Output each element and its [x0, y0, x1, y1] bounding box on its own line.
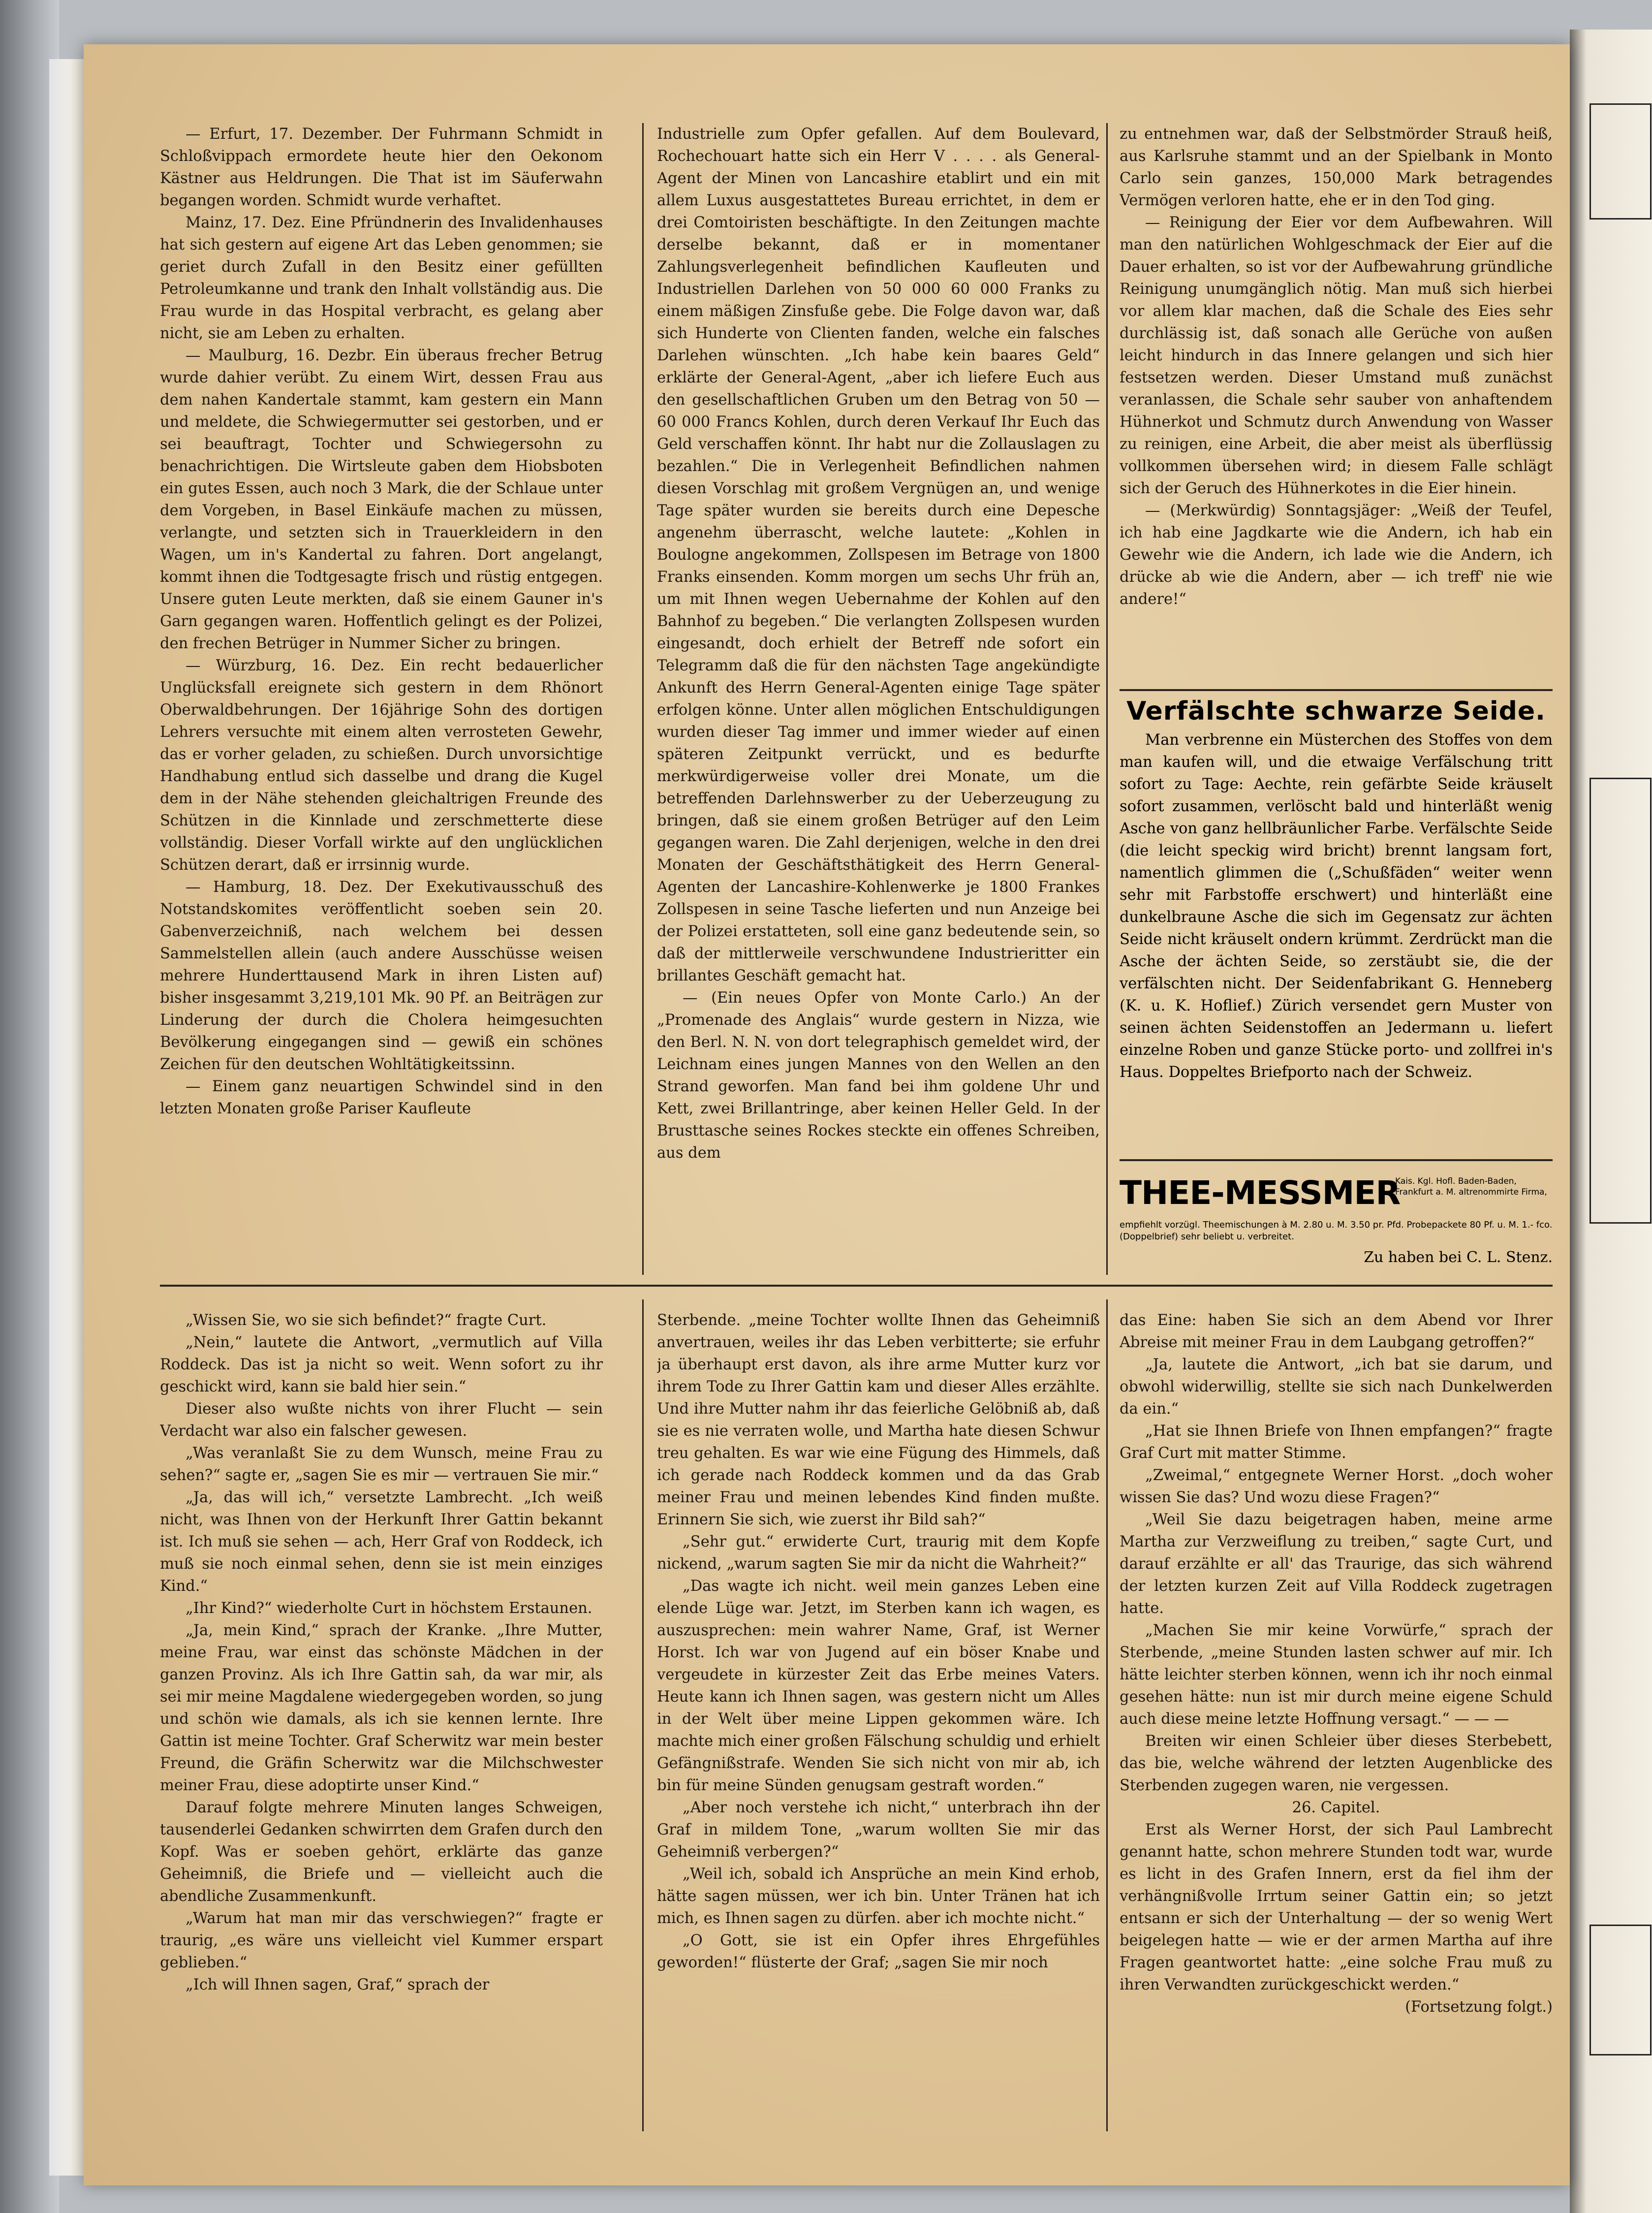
column-rule-1: [642, 123, 644, 1275]
novel-paragraph: Breiten wir einen Schleier über dieses Sterbebett, das bie, welche während der letzten Augenblicke des Sterbenden zugegen waren, nie vergessen.: [1120, 1733, 1553, 1794]
novel-paragraph: „O Gott, sie ist ein Opfer ihres Ehrgefühles geworden!“ flüsterte der Graf; „sagen Sie mir noch: [657, 1932, 1100, 1971]
novel-paragraph: „Weil ich, sobald ich Ansprüche an mein Kind erhob, hätte sagen müssen, wer ich bin. Unter Tränen hat ich mich, es Ihnen sagen zu dürfen. aber ich mochte nicht.“: [657, 1865, 1100, 1927]
novel-paragraph: „Sehr gut.“ erwiderte Curt, traurig mit dem Kopfe nickend, „warum sagten Sie mir da nicht die Wahrheit?“: [657, 1533, 1100, 1573]
novel-paragraph: „Zweimal,“ entgegnete Werner Horst. „doch woher wissen Sie das? Und wozu diese Fragen?“: [1120, 1467, 1553, 1506]
novel-paragraph: „Ja, lautete die Antwort, „ich bat sie darum, und obwohl widerwillig, stellte sie sich nach Dunkelwerden da ein.“: [1120, 1356, 1553, 1418]
news-item-wuerzburg: — Würzburg, 16. Dez. Ein recht bedauerlicher Unglücksfall ereignete sich gestern in dem Rhönort Oberwaldbehrungen. Der 16jährige Sohn des dortigen Lehrers versuchte mit einem alten verrosteten Gewehr, das er vorher geladen, zu schießen. Durch unvorsichtige Handhabung entlud sich dasselbe und drang die Kugel dem in der Nähe stehenden gleichaltrigen Freunde des Schützen in die Kinnlade und zerschmetterte diese vollständig. Dieser Vorfall wirkte auf den unglücklichen Schützen derart, daß er irrsinnig wurde.: [160, 657, 603, 874]
column-rule-4: [1106, 1299, 1108, 2131]
novel-paragraph: „Aber noch verstehe ich nicht,“ unterbrach ihn der Graf in mildem Tone, „warum wollten Sie mir das Geheimniß verbergen?“: [657, 1799, 1100, 1861]
news-item-paris-cont: Industrielle zum Opfer gefallen. Auf dem Boulevard, Rochechouart hatte sich ein Herr V . . . . als General-Agent der Minen von Lancashire etablirt und ein mit allem Luxus ausgestattetes Bureau errichtet, in dem er drei Comtoiristen beschäftigte. In den Zeitungen machte derselbe bekannt, daß er in momentaner Zahlungsverlegenheit befindlichen Kaufleuten und Industriellen Darlehen von 50 000 60 000 Franks zu einem mäßigen Zinsfuße gebe. Die Folge davon war, daß sich Hunderte von Clienten fanden, welche ein falsches Darlehen wünschten. „Ich habe kein baares Geld“ erklärte der General-Agent, „aber ich liefere Euch aus den gesellschaftlichen Gruben um den Betrag von 50 — 60 000 Francs Kohlen, durch deren Verkauf Ihr Euch das Geld verschaffen könnt. Ihr habt nur die Zollauslagen zu bezahlen.“ Die in Verlegenheit Befindlichen nahmen diesen Vorschlag mit großem Vergnügen an, und wenige Tage später wurden sie bereits durch eine Depesche angenehm überrascht, welche lautete: „Kohlen in Boulogne angekommen, Zollspesen im Betrage von 1800 Franks einsenden. Komm morgen um sechs Uhr früh an, um mit Ihnen wegen Uebernahme der Kohlen auf den Bahnhof zu begeben.“ Die verlangten Zollspesen wurden eingesandt, doch erhielt der Betreff nde sofort ein Telegramm daß die für den nächsten Tage angekündigte Ankunft des Herrn General-Agenten einige Tage später erfolgen könne. Unter allen möglichen Entschuldigungen wurden dieser Tag immer und immer wieder auf einen späteren Zeitpunkt verrückt, und es bedurfte merkwürdigerweise voller drei Monate, um die betreffenden Darlehnswerber zu der Ueberzeugung zu bringen, daß sie einem großen Betrüger auf den Leim gegangen waren. Die Zahl derjenigen, welche in den drei Monaten der Geschäftsthätigkeit des Herrn General-Agenten der Lancashire-Kohlenwerke je 1800 Frankes Zollspesen in seine Tasche lieferten und nun Anzeige bei der Polizei erstatteten, soll eine ganz bedeutende sein, so daß der mittlerweile verschwundene Industrieritter ein brillantes Geschäft gemacht hat.: [657, 126, 1100, 984]
news-item-eggs: — Reinigung der Eier vor dem Aufbewahren. Will man den natürlichen Wohlgeschmack der Eier auf die Dauer erhalten, so ist vor der Aufbewahrung gründliche Reinigung unumgänglich nötig. Man muß sich hierbei vor allem klar machen, daß die Schale des Eies sehr durchlässig ist, daß sonach alle Gerüche von außen leicht hindurch in das Innere gelangen und sich hier festsetzen werden. Dieser Umstand muß zunächst veranlassen, die Schale sehr sauber von anhaftendem Hühnerkot und Schmutz durch Anwendung von Wasser zu reinigen, eine Arbeit, die aber meist als überflüssig vollkommen übersehen wird; in diesem Falle schlägt sich der Geruch des Hühnerkotes in die Eier hinein.: [1120, 214, 1553, 497]
tea-dealer: Zu haben bei C. L. Stenz.: [1364, 1249, 1553, 1266]
silk-advertisement: [1120, 696, 1553, 1154]
news-item-monte-carlo-cont: zu entnehmen war, daß der Selbstmörder Strauß heiß, aus Karlsruhe stammt und an der Spielbank in Monto Carlo sein ganzes, 150,000 Mark betragendes Vermögen verloren hatte, ehe er in den Tod ging.: [1120, 126, 1553, 209]
news-item-erfurt: — Erfurt, 17. Dezember. Der Fuhrmann Schmidt in Schloßvippach ermordete heute hier den Oekonom Kästner aus Heldrungen. Die That ist im Säuferwahn begangen worden. Schmidt wurde verhaftet.: [160, 126, 603, 209]
news-item-hunter: — (Merkwürdig) Sonntagsjäger: „Weiß der Teufel, ich hab eine Jagdkarte wie die Andern, ich hab ein Gewehr wie die Andern, ich lade wie die Andern, ich drücke ab wie die Andern, aber — ich treff' nie wie andere!“: [1120, 502, 1553, 608]
novel-paragraph: „Ihr Kind?“ wiederholte Curt in höchstem Erstaunen.: [186, 1600, 592, 1617]
silk-ad-text: Man verbrenne ein Müsterchen des Stoffes von dem man kaufen will, und die etwaige Verfälschung tritt sofort zu Tage: Aechte, rein gefärbte Seide kräuselt sofort zusammen, verlöscht bald und hinterläßt wenig Asche von ganz hellbräunlicher Farbe. Verfälschte Seide (die leicht speckig wird bricht) brennt langsam fort, namentlich glimmen die („Schußfäden“ weiter wenn sehr mit Farbstoffe erschwert) und hinterläßt eine dunkelbraune Asche die sich im Gegensatz zur ächten Seide nicht kräuselt ondern krümmt. Zerdrückt man die Asche der ächten Seide, so zerstäubt sie, die der verfälschten nicht. Der Seidenfabrikant G. Henneberg (K. u. K. Hoflief.) Zürich versendet gern Muster von seinen ächten Seidenstoffen an Jedermann u. liefert einzelne Roben und ganze Stücke porto- und zollfrei in's Haus. Doppeltes Briefporto nach der Schweiz.: [1120, 731, 1553, 1081]
novel-paragraph: „Hat sie Ihnen Briefe von Ihnen empfangen?“ fragte Graf Curt mit matter Stimme.: [1120, 1423, 1553, 1462]
news-column-2: [657, 123, 1100, 1280]
silk-ad-title: Verfälschte schwarze Seide.: [1126, 696, 1546, 726]
news-item-hamburg: — Hamburg, 18. Dez. Der Exekutivausschuß des Notstandskomites veröffentlicht soeben sein 20. Gabenverzeichniß, nach welchem bei dessen Sammelstellen allein (auch andere Ausschüsse weisen mehrere Hunderttausend Mark in ihren Listen auf) bisher insgesammt 3,219,101 Mk. 90 Pf. an Beiträgen zur Linderung der durch die Cholera heimgesuchten Bevölkerung eingegangen sind — gewiß ein schönes Zeichen für den deutschen Wohltätigkeitssinn.: [160, 879, 603, 1073]
novel-paragraph: „Machen Sie mir keine Vorwürfe,“ sprach der Sterbende, „meine Stunden lasten schwer auf mir. Ich hätte leichter sterben können, wenn ich ihr noch einmal gesehen hätte: nun ist mir durch meine eigene Schuld auch diese meine letzte Hoffnung versagt.“ — — —: [1120, 1622, 1553, 1728]
chapter-heading: 26. Capitel.: [1292, 1799, 1380, 1816]
news-item-paris: — Einem ganz neuartigen Schwindel sind in den letzten Monaten große Pariser Kaufleute: [160, 1078, 603, 1117]
novel-paragraph: „Nein,“ lautete die Antwort, „vermutlich auf Villa Roddeck. Das ist ja nicht so weit. Wenn sofort zu ihr geschickt wird, kann sie bald hier sein.“: [160, 1334, 603, 1395]
column-rule-2: [1106, 123, 1108, 1275]
novel-paragraph: „Warum hat man mir das verschwiegen?“ fragte er traurig, „es wäre uns vielleicht viel Kummer erspart geblieben.“: [160, 1910, 603, 1971]
news-column-3: [1120, 123, 1553, 684]
novel-paragraph: „Ich will Ihnen sagen, Graf,“ sprach der: [186, 1976, 490, 1993]
novel-paragraph: „Weil Sie dazu beigetragen haben, meine arme Martha zur Verzweiflung zu treiben,“ sagte Curt, und darauf erzählte er all' das Traurige, das sich während der letzten kurzen Zeit auf Villa Roddeck zugetragen hatte.: [1120, 1511, 1553, 1617]
novel-column-2: [657, 1309, 1100, 2136]
column-rule-3: [642, 1299, 644, 2131]
news-item-maulburg: — Maulburg, 16. Dezbr. Ein überaus frecher Betrug wurde dahier verübt. Zu einem Wirt, dessen Frau aus dem nahen Kandertale stammt, kam gestern ein Mann und meldete, die Schwiegermutter sei gestorben, und er sei beauftragt, Tochter und Schwiegersohn zu benachrichtigen. Die Wirtsleute gaben dem Hiobsboten ein gutes Essen, auch noch 3 Mark, die der Schlaue unter dem Vorgeben, in Basel Einkäufe machen zu müssen, verlangte, und setzten sich in Trauerkleidern in den Wagen, um in's Kandertal zu fahren. Dort angelangt, kommt ihnen die Todtgesagte frisch und rüstig entgegen. Unsere guten Leute merkten, daß sie einem Gauner in's Garn gegangen waren. Hoffentlich gelingt es der Polizei, den frechen Betrüger in Nummer Sicher zu bringen.: [160, 347, 603, 652]
ad-divider-mid: [1120, 1159, 1553, 1161]
facing-page-fragment: [1570, 30, 1652, 2213]
novel-paragraph: „Das wagte ich nicht. weil mein ganzes Leben eine elende Lüge war. Jetzt, im Sterben kann ich wagen, es auszusprechen: mein wahrer Name, Graf, ist Werner Horst. Ich war von Jugend auf ein böser Knabe und vergeudete in kürzester Zeit das Erbe meines Vaters. Heute kann ich Ihnen sagen, was gestern nicht um Alles in der Welt über meine Lippen gekommen wäre. Ich machte mich einer großen Fälschung schuldig und erhielt Gefängnißstrafe. Wenden Sie sich nicht von mir ab, ich bin für meine Sünden genugsam gestraft worden.“: [657, 1578, 1100, 1794]
novel-paragraph: Sterbende. „meine Tochter wollte Ihnen das Geheimniß anvertrauen, weiles ihr das Leben verbitterte; sie erfuhr ja überhaupt erst davon, als ihre arme Mutter kurz vor ihrem Tode zu Ihrer Gattin kam und dieser Alles erzählte. Und ihre Mutter nahm ihr das feierliche Gelöbniß ab, daß sie es nie verraten wolle, und Martha hate diesen Schwur treu gehalten. Es war wie eine Fügung des Himmels, daß ich gerade nach Roddeck kommen und da das Grab meiner Frau und meinen lebendes Kind finden mußte. Erinnern Sie sich, wie zuerst ihr Bild sah?“: [657, 1312, 1100, 1528]
novel-paragraph: Dieser also wußte nichts von ihrer Flucht — sein Verdacht war also ein falscher gewesen.: [160, 1400, 603, 1440]
tea-advertisement: [1120, 1174, 1553, 1280]
novel-paragraph: „Was veranlaßt Sie zu dem Wunsch, meine Frau zu sehen?“ sagte er, „sagen Sie es mir — vertrauen Sie mir.“: [160, 1445, 603, 1484]
news-column-1: [160, 123, 603, 1280]
continuation-note: (Fortsetzung folgt.): [1405, 1998, 1553, 2016]
novel-paragraph: „Ja, das will ich,“ versetzte Lambrecht. „Ich weiß nicht, was Ihnen von der Herkunft Ihrer Gattin bekannt ist. Ich muß sie sehen — ach, Herr Graf von Roddeck, ich muß sie noch einmal sehen, denn sie ist mein einziges Kind.“: [160, 1489, 603, 1595]
novel-column-3: [1120, 1309, 1553, 2136]
novel-paragraph: „Ja, mein Kind,“ sprach der Kranke. „Ihre Mutter, meine Frau, war einst das schönste Mädchen in der ganzen Provinz. Als ich Ihre Gattin sah, da war mir, als sei mir meine Magdalene wiedergegeben worden, so jung und schön wie damals, als ich sie kennen lernte. Ihre Gattin ist meine Tochter. Graf Scherwitz war mein bester Freund, die Gräfin Scherwitz war die Milchschwester meiner Frau, diese adoptirte unser Kind.“: [160, 1622, 603, 1794]
novel-paragraph: das Eine: haben Sie sich an dem Abend vor Ihrer Abreise mit meiner Frau in dem Laubgang getroffen?“: [1120, 1312, 1553, 1351]
tea-brand-description: Kais. Kgl. Hofl. Baden-Baden, Frankfurt a. M. altrenommirte Firma,: [1395, 1176, 1547, 1197]
tea-product-text: empfiehlt vorzügl. Theemischungen à M. 2.80 u. M. 3.50 pr. Pfd. Probepackete 80 Pf. u. M. 1.- fco. (Doppelbrief) sehr beliebt u. verbreitet.: [1120, 1220, 1553, 1242]
novel-paragraph: Darauf folgte mehrere Minuten langes Schweigen, tausenderlei Gedanken schwirrten dem Grafen durch den Kopf. Was er soeben gehört, erklärte das ganze Geheimniß, die Briefe und — vielleicht auch die abendliche Zusammenkunft.: [160, 1799, 603, 1905]
novel-paragraph: „Wissen Sie, wo sie sich befindet?“ fragte Curt.: [186, 1312, 547, 1329]
novel-paragraph: Erst als Werner Horst, der sich Paul Lambrecht genannt hatte, schon mehrere Stunden todt war, wurde es licht in des Grafen Innern, erst da fiel ihm der verhängnißvolle Irrtum seiner Gattin ein; so jetzt entsann er sich der Unterhaltung — der so wenig Wert beigelegen hatte — wie er der armen Martha auf ihre Fragen geantwortet hatte: „eine solche Frau muß zu ihren Verwandten zurückgeschickt werden.“: [1120, 1821, 1553, 1993]
novel-column-1: [160, 1309, 603, 2136]
tea-brand-name: THEE-MESSMER: [1120, 1174, 1401, 1212]
news-item-monte-carlo: — (Ein neues Opfer von Monte Carlo.) An der „Promenade des Anglais“ wurde gestern in Nizza, wie den Berl. N. N. von dort telegraphisch gemeldet wird, der Leichnam eines jungen Mannes von den Wellen an den Strand geworfen. Man fand bei ihm goldene Uhr und Kett, zwei Brillantringe, aber keinen Heller Geld. In der Brusttasche seines Rockes steckte ein offenes Schreiben, aus dem: [657, 989, 1100, 1162]
news-item-mainz: Mainz, 17. Dez. Eine Pfründnerin des Invalidenhauses hat sich gestern auf eigene Art das Leben genommen; sie geriet durch Zufall in den Besitz einer gefüllten Petroleumkanne und trank den Inhalt vollständig aus. Die Frau wurde in das Hospital verbracht, es gelang aber nicht, sie am Leben zu erhalten.: [160, 214, 603, 342]
ad-divider-top: [1120, 689, 1553, 691]
section-divider: [160, 1285, 1553, 1287]
